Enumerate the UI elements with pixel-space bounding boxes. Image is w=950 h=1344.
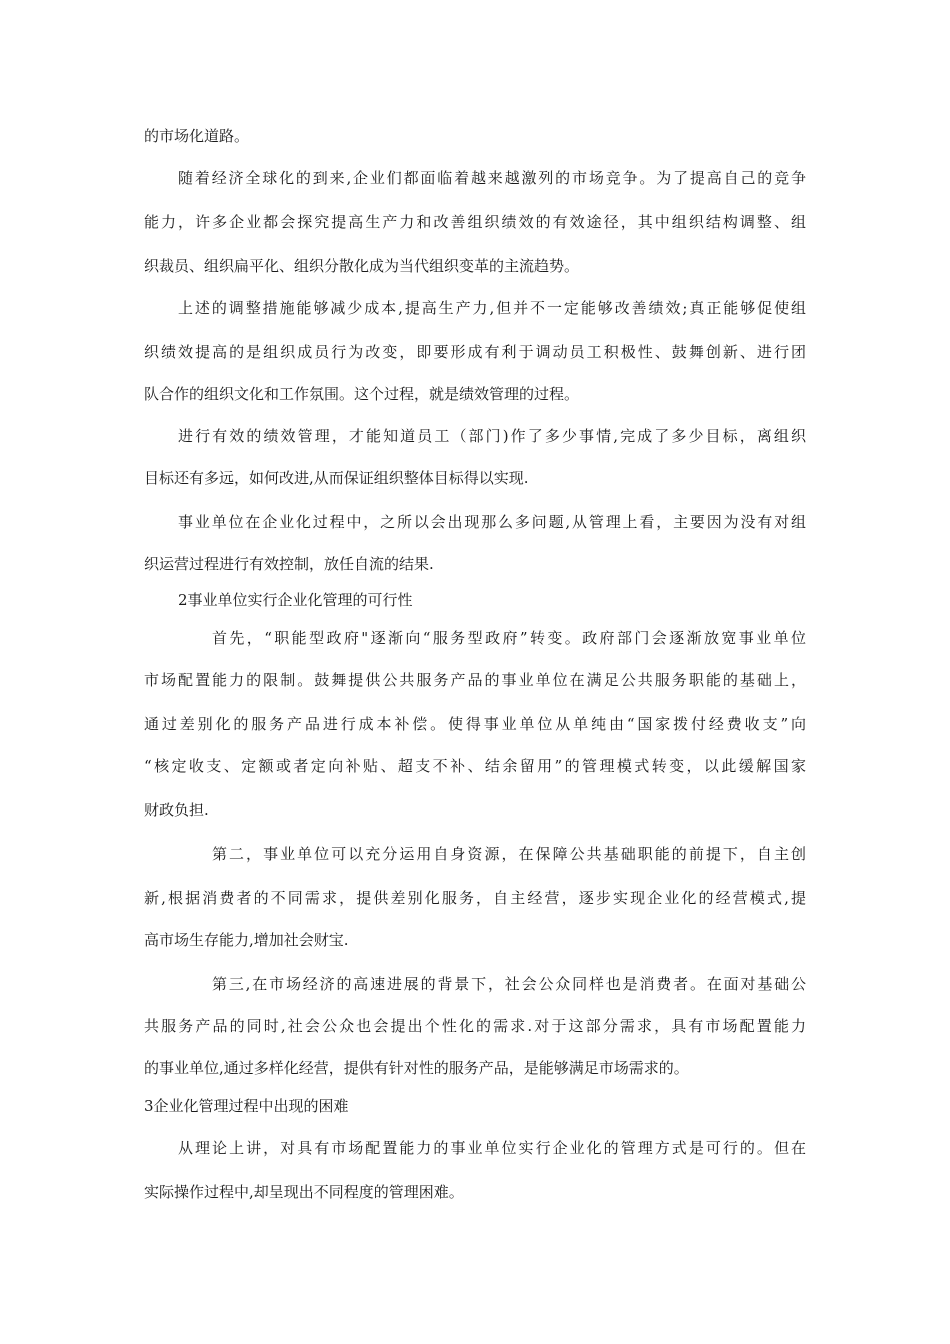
text-line: 目标还有多远，如何改进,从而保证组织整体目标得以实现. <box>144 469 529 487</box>
text-line: 财政负担. <box>144 801 209 819</box>
text-line: 通过差别化的服务产品进行成本补偿。使得事业单位从单纯由“国家拨付经费收支”向 <box>144 715 806 733</box>
text-line: 实际操作过程中,却呈现出不同程度的管理困难。 <box>144 1183 464 1201</box>
text-line: 能力，许多企业都会探究提高生产力和改善组织绩效的有效途径，其中组织结构调整、组 <box>144 213 806 231</box>
paragraph-first-line: 上述的调整措施能够减少成本,提高生产力,但并不一定能够改善绩效;真正能够促使组 <box>178 299 806 317</box>
text-line: 织绩效提高的是组织成员行为改变，即要形成有利于调动员工积极性、鼓舞创新、进行团 <box>144 343 806 361</box>
text-line: 高市场生存能力,增加社会财宝. <box>144 931 349 949</box>
paragraph-first-line: 随着经济全球化的到来,企业们都面临着越来越激列的市场竞争。为了提高自己的竞争 <box>178 169 806 187</box>
section-heading: 2事业单位实行企业化管理的可行性 <box>178 591 413 609</box>
text-line: 市场配置能力的限制。鼓舞提供公共服务产品的事业单位在满足公共服务职能的基础上， <box>144 671 806 689</box>
text-line: “核定收支、定额或者定向补贴、超支不补、结余留用”的管理模式转变，以此缓解国家 <box>144 757 806 775</box>
section-heading: 3企业化管理过程中出现的困难 <box>144 1097 349 1115</box>
text-line: 队合作的组织文化和工作氛围。这个过程，就是绩效管理的过程。 <box>144 385 580 403</box>
text-line: 共服务产品的同时,社会公众也会提出个性化的需求.对于这部分需求，具有市场配置能力 <box>144 1017 806 1035</box>
text-line: 新,根据消费者的不同需求，提供差别化服务，自主经营，逐步实现企业化的经营模式,提 <box>144 889 806 907</box>
text-line: 的市场化道路。 <box>144 127 250 145</box>
text-line: 的事业单位,通过多样化经营，提供有针对性的服务产品，是能够满足市场需求的。 <box>144 1059 689 1077</box>
paragraph-first-line: 第二，事业单位可以充分运用自身资源，在保障公共基础职能的前提下，自主创 <box>212 845 806 863</box>
paragraph-first-line: 第三,在市场经济的高速进展的背景下，社会公众同样也是消费者。在面对基础公 <box>212 975 806 993</box>
paragraph-first-line: 进行有效的绩效管理，才能知道员工（部门)作了多少事情,完成了多少目标，离组织 <box>178 427 806 445</box>
text-line: 织运营过程进行有效控制，放任自流的结果. <box>144 555 434 573</box>
paragraph-first-line: 从理论上讲，对具有市场配置能力的事业单位实行企业化的管理方式是可行的。但在 <box>178 1139 806 1157</box>
text-line: 织裁员、组织扁平化、组织分散化成为当代组织变革的主流趋势。 <box>144 257 580 275</box>
paragraph-first-line: 首先，“职能型政府"逐渐向“服务型政府”转变。政府部门会逐渐放宽事业单位 <box>212 629 806 647</box>
paragraph-first-line: 事业单位在企业化过程中，之所以会出现那么多问题,从管理上看，主要因为没有对组 <box>178 513 806 531</box>
